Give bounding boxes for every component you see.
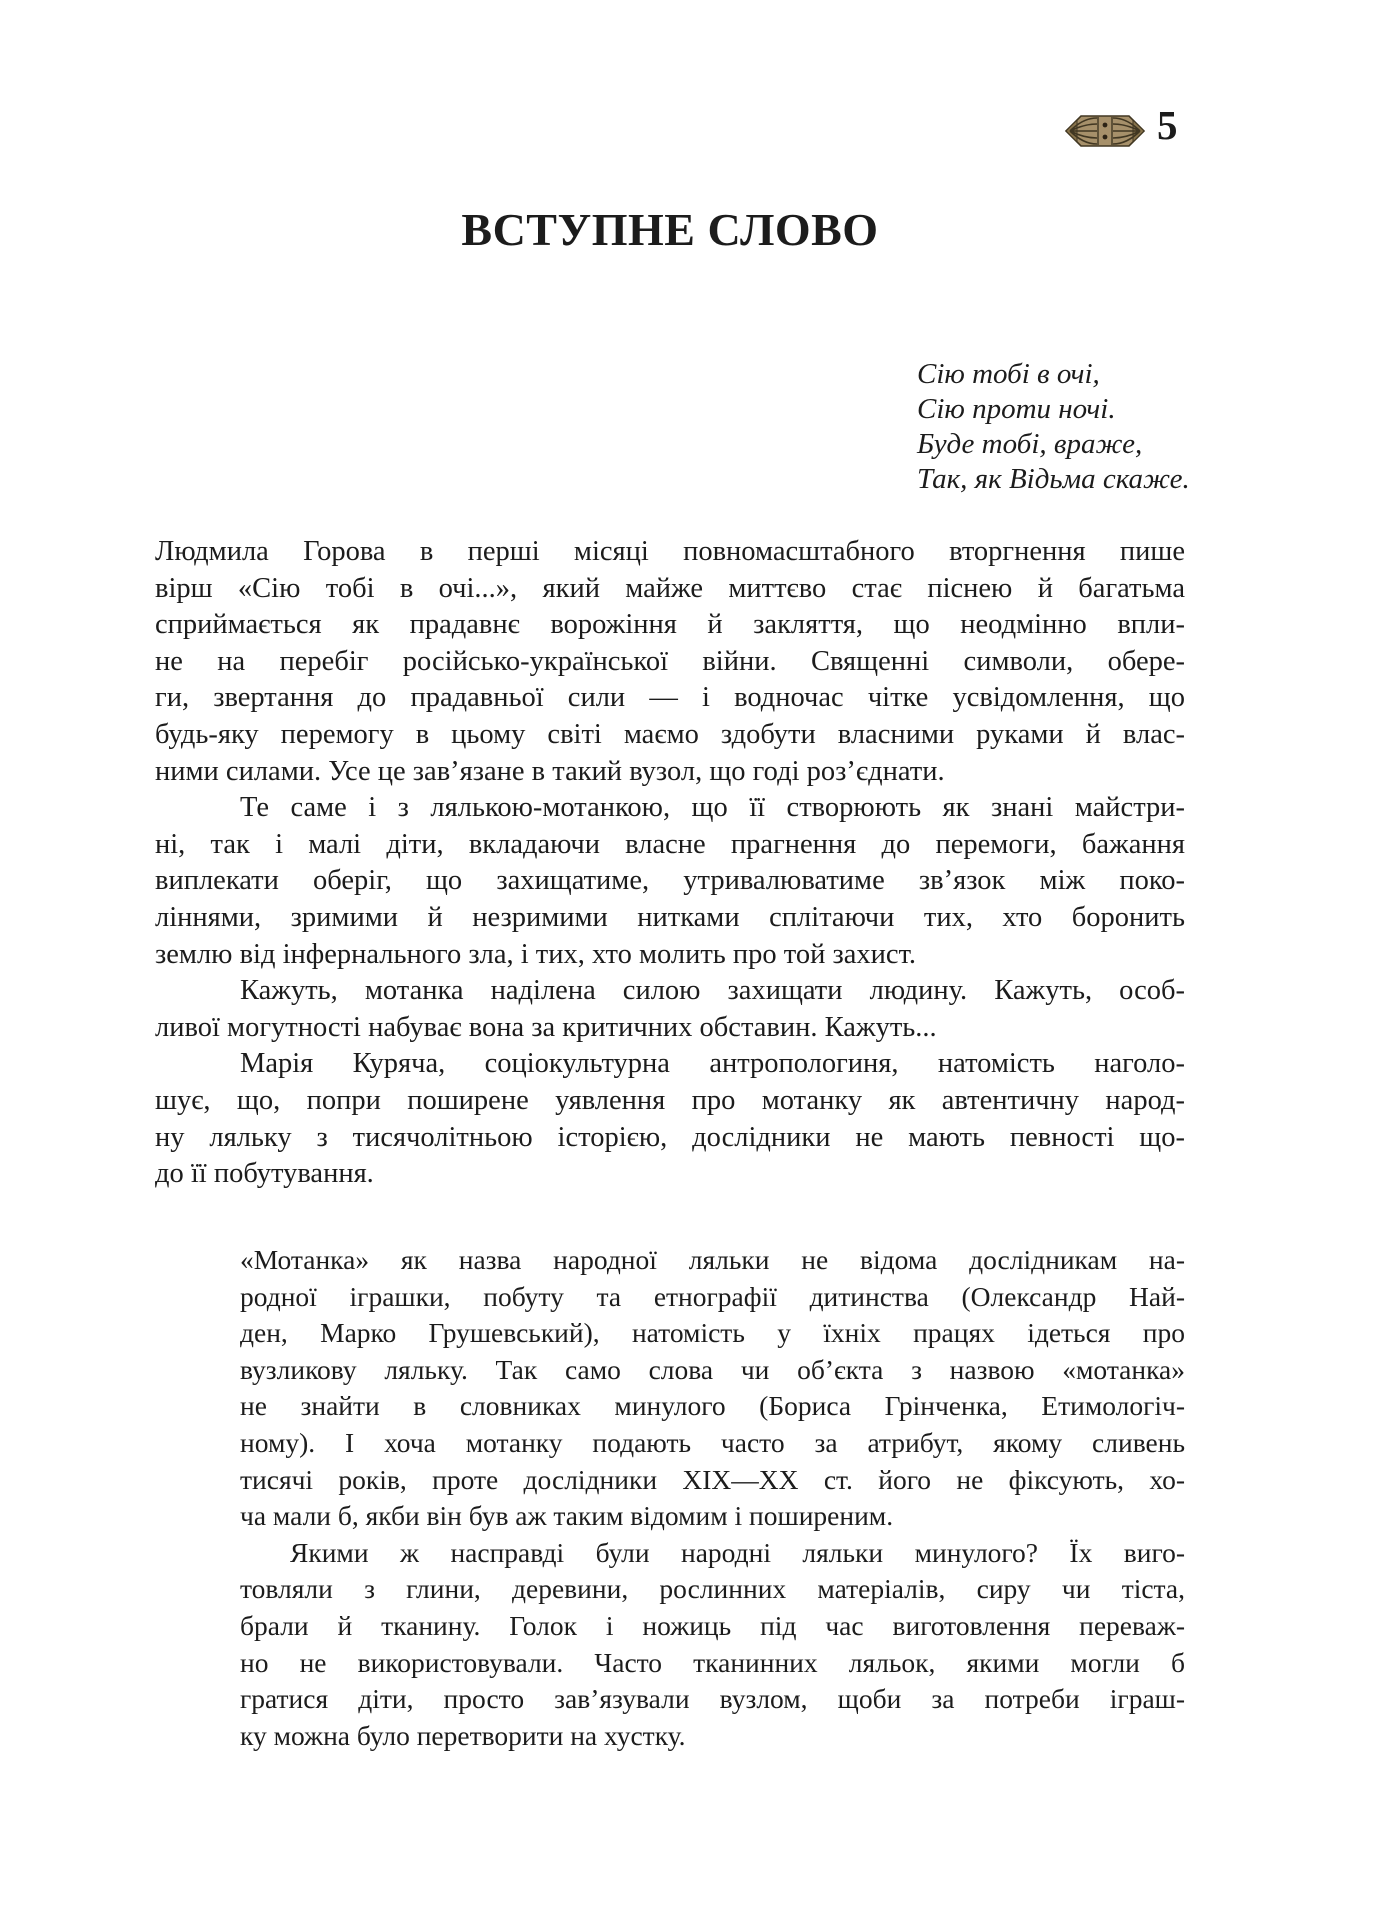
text-line: Кажуть, мотанка наділена силою захищати людину. Кажуть, особ- <box>240 975 1185 1007</box>
text-line: сприймається як прадавнє ворожіння й закляття, що неодмінно впли- <box>155 609 1185 641</box>
text-line: будь-яку перемогу в цьому світі маємо здобути власними руками й влас- <box>155 718 1185 750</box>
text-line: ливої могутності набуває вона за критичних обставин. Кажуть... <box>155 1011 937 1043</box>
text-line: ден, Марко Грушевський), натомість у їхніх працях ідеться про <box>240 1317 1185 1349</box>
paragraph <box>240 1535 1185 1755</box>
text-line: вузликову ляльку. Так само слова чи об’єкта з назвою «мотанка» <box>240 1353 1185 1385</box>
text-line: до її побутування. <box>155 1158 374 1190</box>
text-line: «Мотанка» як назва народної ляльки не відома дослідникам на- <box>240 1244 1185 1275</box>
paragraph <box>155 534 1185 790</box>
page-number: 5 <box>1157 102 1178 148</box>
text-line: ги, звертання до прадавньої сили — і водночас чітке усвідомлення, що <box>155 682 1185 714</box>
paragraph <box>155 1046 1185 1192</box>
text-line: Те саме і з лялькою-мотанкою, що її створюють як знані майстри- <box>240 792 1185 824</box>
text-line: Якими ж насправді були народні ляльки минулого? Їх виго- <box>290 1536 1185 1568</box>
text-line: шує, що, попри поширене уявлення про мотанку як автентичну народ- <box>155 1084 1185 1116</box>
epigraph-line: Сію тобі в очі, <box>917 358 1100 390</box>
text-line: брали й тканину. Голок і ножиць під час виготовлення переваж- <box>240 1609 1185 1641</box>
chapter-title: ВСТУПНЕ СЛОВО <box>461 204 879 255</box>
text-line: тисячі років, проте дослідники XIX—XX ст. його не фіксують, хо- <box>240 1463 1185 1495</box>
epigraph-line: Буде тобі, враже, <box>917 428 1143 460</box>
text-line: ними силами. Усе це зав’язане в такий вузол, що годі роз’єднати. <box>155 755 945 787</box>
text-line: не на перебіг російсько-української війни. Священні символи, обере- <box>155 645 1185 677</box>
text-line: не знайти в словниках минулого (Бориса Грінченка, Етимологіч- <box>240 1390 1185 1422</box>
text-line: гратися діти, просто зав’язували вузлом, щоби за потреби іграш- <box>240 1683 1185 1715</box>
text-line: вірш «Сію тобі в очі...», який майже миттєво стає піснею й багатьма <box>155 572 1185 604</box>
paragraph <box>155 790 1185 973</box>
text-line: ку можна було перетворити на хустку. <box>240 1719 686 1751</box>
hexagonal-leaf-ornament-icon <box>1064 112 1146 150</box>
text-line: Людмила Горова в перші місяці повномасштабного вторгнення пише <box>155 536 1185 567</box>
paragraph <box>240 1242 1185 1535</box>
body-text <box>155 534 1185 1193</box>
text-line: товляли з глини, деревини, рослинних матеріалів, сиру чи тіста, <box>240 1573 1185 1605</box>
text-line: виплекати оберіг, що захищатиме, утривалюватиме зв’язок між поко- <box>155 865 1185 897</box>
paragraph <box>155 973 1185 1046</box>
text-line: ну ляльку з тисячолітньою історією, дослідники не мають певності що- <box>155 1121 1185 1153</box>
text-line: ні, так і малі діти, вкладаючи власне прагнення до перемоги, бажання <box>155 828 1185 860</box>
text-line: ному). І хоча мотанку подають часто за атрибут, якому сливень <box>240 1426 1185 1458</box>
text-line: ліннями, зримими й незримими нитками сплітаючи тих, хто боронить <box>155 901 1185 933</box>
epigraph-line: Так, як Відьма скаже. <box>917 463 1190 495</box>
epigraph <box>917 357 1190 497</box>
block-quote <box>240 1242 1185 1754</box>
text-line: Марія Куряча, соціокультурна антропологиня, натомість наголо- <box>240 1048 1185 1080</box>
text-line: землю від інфернального зла, і тих, хто молить про той захист. <box>155 938 917 970</box>
text-line: родної іграшки, побуту та етнографії дитинства (Олександр Най- <box>240 1280 1185 1312</box>
epigraph-line: Сію проти ночі. <box>917 393 1116 425</box>
text-line: но не використовували. Часто тканинних ляльок, якими могли б <box>240 1646 1185 1678</box>
text-line: ча мали б, якби він був аж таким відомим і поширеним. <box>240 1500 894 1532</box>
